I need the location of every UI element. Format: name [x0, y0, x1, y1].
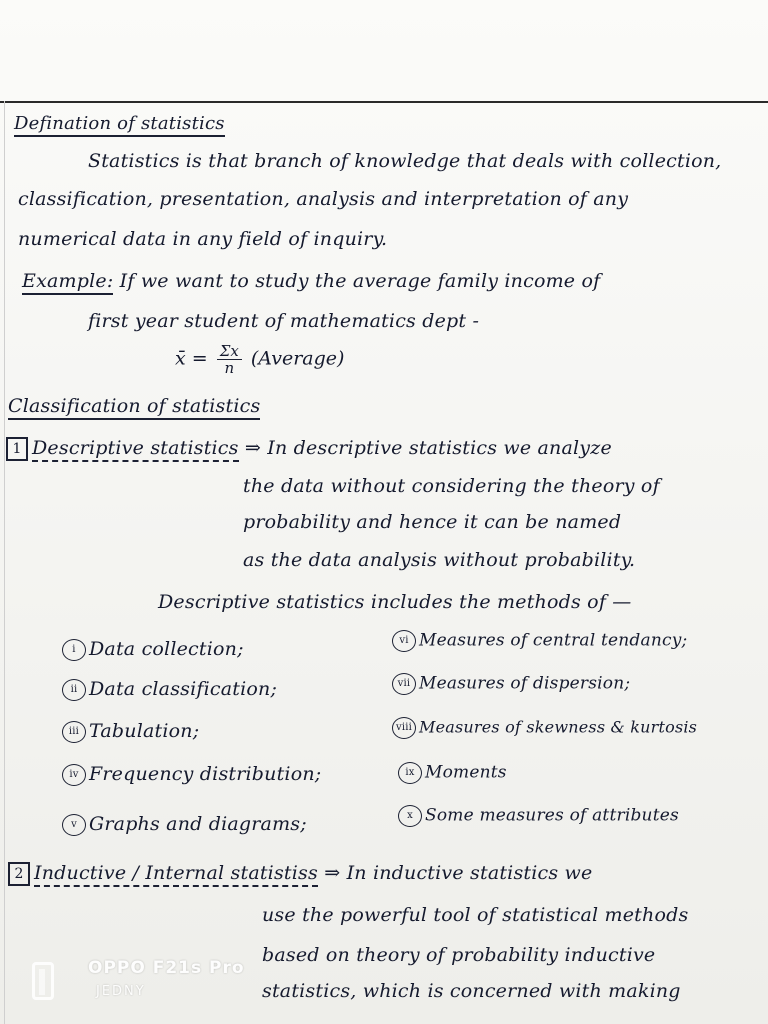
method-number: iv	[62, 764, 86, 786]
method-item	[398, 762, 507, 784]
inductive-arrow: ⇒	[324, 862, 341, 884]
method-item	[62, 813, 307, 836]
method-label: Measures of skewness & kurtosis	[419, 717, 698, 737]
descriptive-text-3: probability and hence it can be named	[243, 511, 622, 533]
formula-denominator: n	[224, 359, 235, 377]
inductive-text-2: use the powerful tool of statistical methods	[262, 904, 689, 926]
inductive-text-1: In inductive statistics we	[346, 862, 593, 884]
inductive-text-4: statistics, which is concerned with making	[262, 980, 681, 1002]
formula-note: (Average)	[250, 347, 345, 370]
top-rule	[0, 101, 768, 103]
page-heading: Defination of statistics	[14, 113, 225, 137]
definition-line-3: numerical data in any field of inquiry.	[18, 228, 388, 250]
example-line-1	[22, 270, 600, 292]
method-number: i	[62, 639, 86, 661]
inductive-text-3: based on theory of probability inductive	[262, 944, 656, 966]
descriptive-title: Descriptive statistics	[32, 437, 239, 462]
definition-line-2: classification, presentation, analysis and interpretation of any	[18, 188, 629, 210]
method-number: iii	[62, 721, 86, 743]
descriptive-text-1: In descriptive statistics we analyze	[267, 437, 612, 459]
method-number: viii	[392, 717, 416, 739]
formula-lhs: x̄ =	[175, 347, 208, 370]
example-label: Example:	[22, 270, 113, 295]
method-label: Data collection;	[89, 638, 244, 660]
method-label: Graphs and diagrams;	[89, 813, 307, 835]
descriptive-text-2: the data without considering the theory of	[243, 475, 660, 497]
inductive-title: Inductive / Internal statistiss	[34, 862, 318, 887]
method-number: vii	[392, 673, 416, 695]
descriptive-includes: Descriptive statistics includes the methods of —	[158, 591, 632, 613]
descriptive-text-4: as the data analysis without probability.	[243, 549, 636, 571]
method-label: Some measures of attributes	[425, 805, 679, 826]
method-label: Measures of central tendancy;	[419, 630, 688, 651]
definition-line-1: Statistics is that branch of knowledge that deals with collection,	[88, 150, 722, 172]
descriptive-header	[6, 437, 612, 461]
method-item	[62, 638, 244, 661]
method-item	[392, 673, 630, 695]
descriptive-arrow: ⇒	[244, 437, 261, 459]
method-number: v	[62, 814, 86, 836]
average-formula	[175, 343, 344, 376]
method-number: vi	[392, 630, 416, 652]
descriptive-number: 1	[6, 437, 28, 461]
method-item	[392, 717, 697, 739]
watermark-camera: JEDNY	[96, 984, 146, 999]
method-item	[398, 805, 679, 827]
method-number: ix	[398, 762, 422, 784]
method-item	[62, 678, 277, 701]
method-item	[62, 720, 199, 743]
method-item	[62, 763, 321, 786]
example-text-1: If we want to study the average family income of	[119, 270, 601, 292]
inductive-header	[8, 862, 592, 886]
method-label: Measures of dispersion;	[419, 673, 631, 694]
inductive-number: 2	[8, 862, 30, 886]
margin-line	[4, 101, 5, 1024]
classification-heading: Classification of statistics	[8, 395, 260, 420]
method-label: Tabulation;	[89, 720, 200, 742]
method-label: Data classification;	[89, 678, 278, 700]
camera-logo-icon	[32, 962, 54, 1000]
method-item	[392, 630, 687, 652]
formula-numerator: Σx	[217, 343, 242, 360]
method-label: Frequency distribution;	[89, 763, 322, 785]
watermark-model: OPPO F21s Pro	[88, 958, 245, 978]
formula-fraction	[217, 343, 242, 376]
method-number: x	[398, 805, 422, 827]
method-number: ii	[62, 679, 86, 701]
method-label: Moments	[425, 762, 507, 783]
example-line-2: first year student of mathematics dept -	[88, 310, 480, 332]
